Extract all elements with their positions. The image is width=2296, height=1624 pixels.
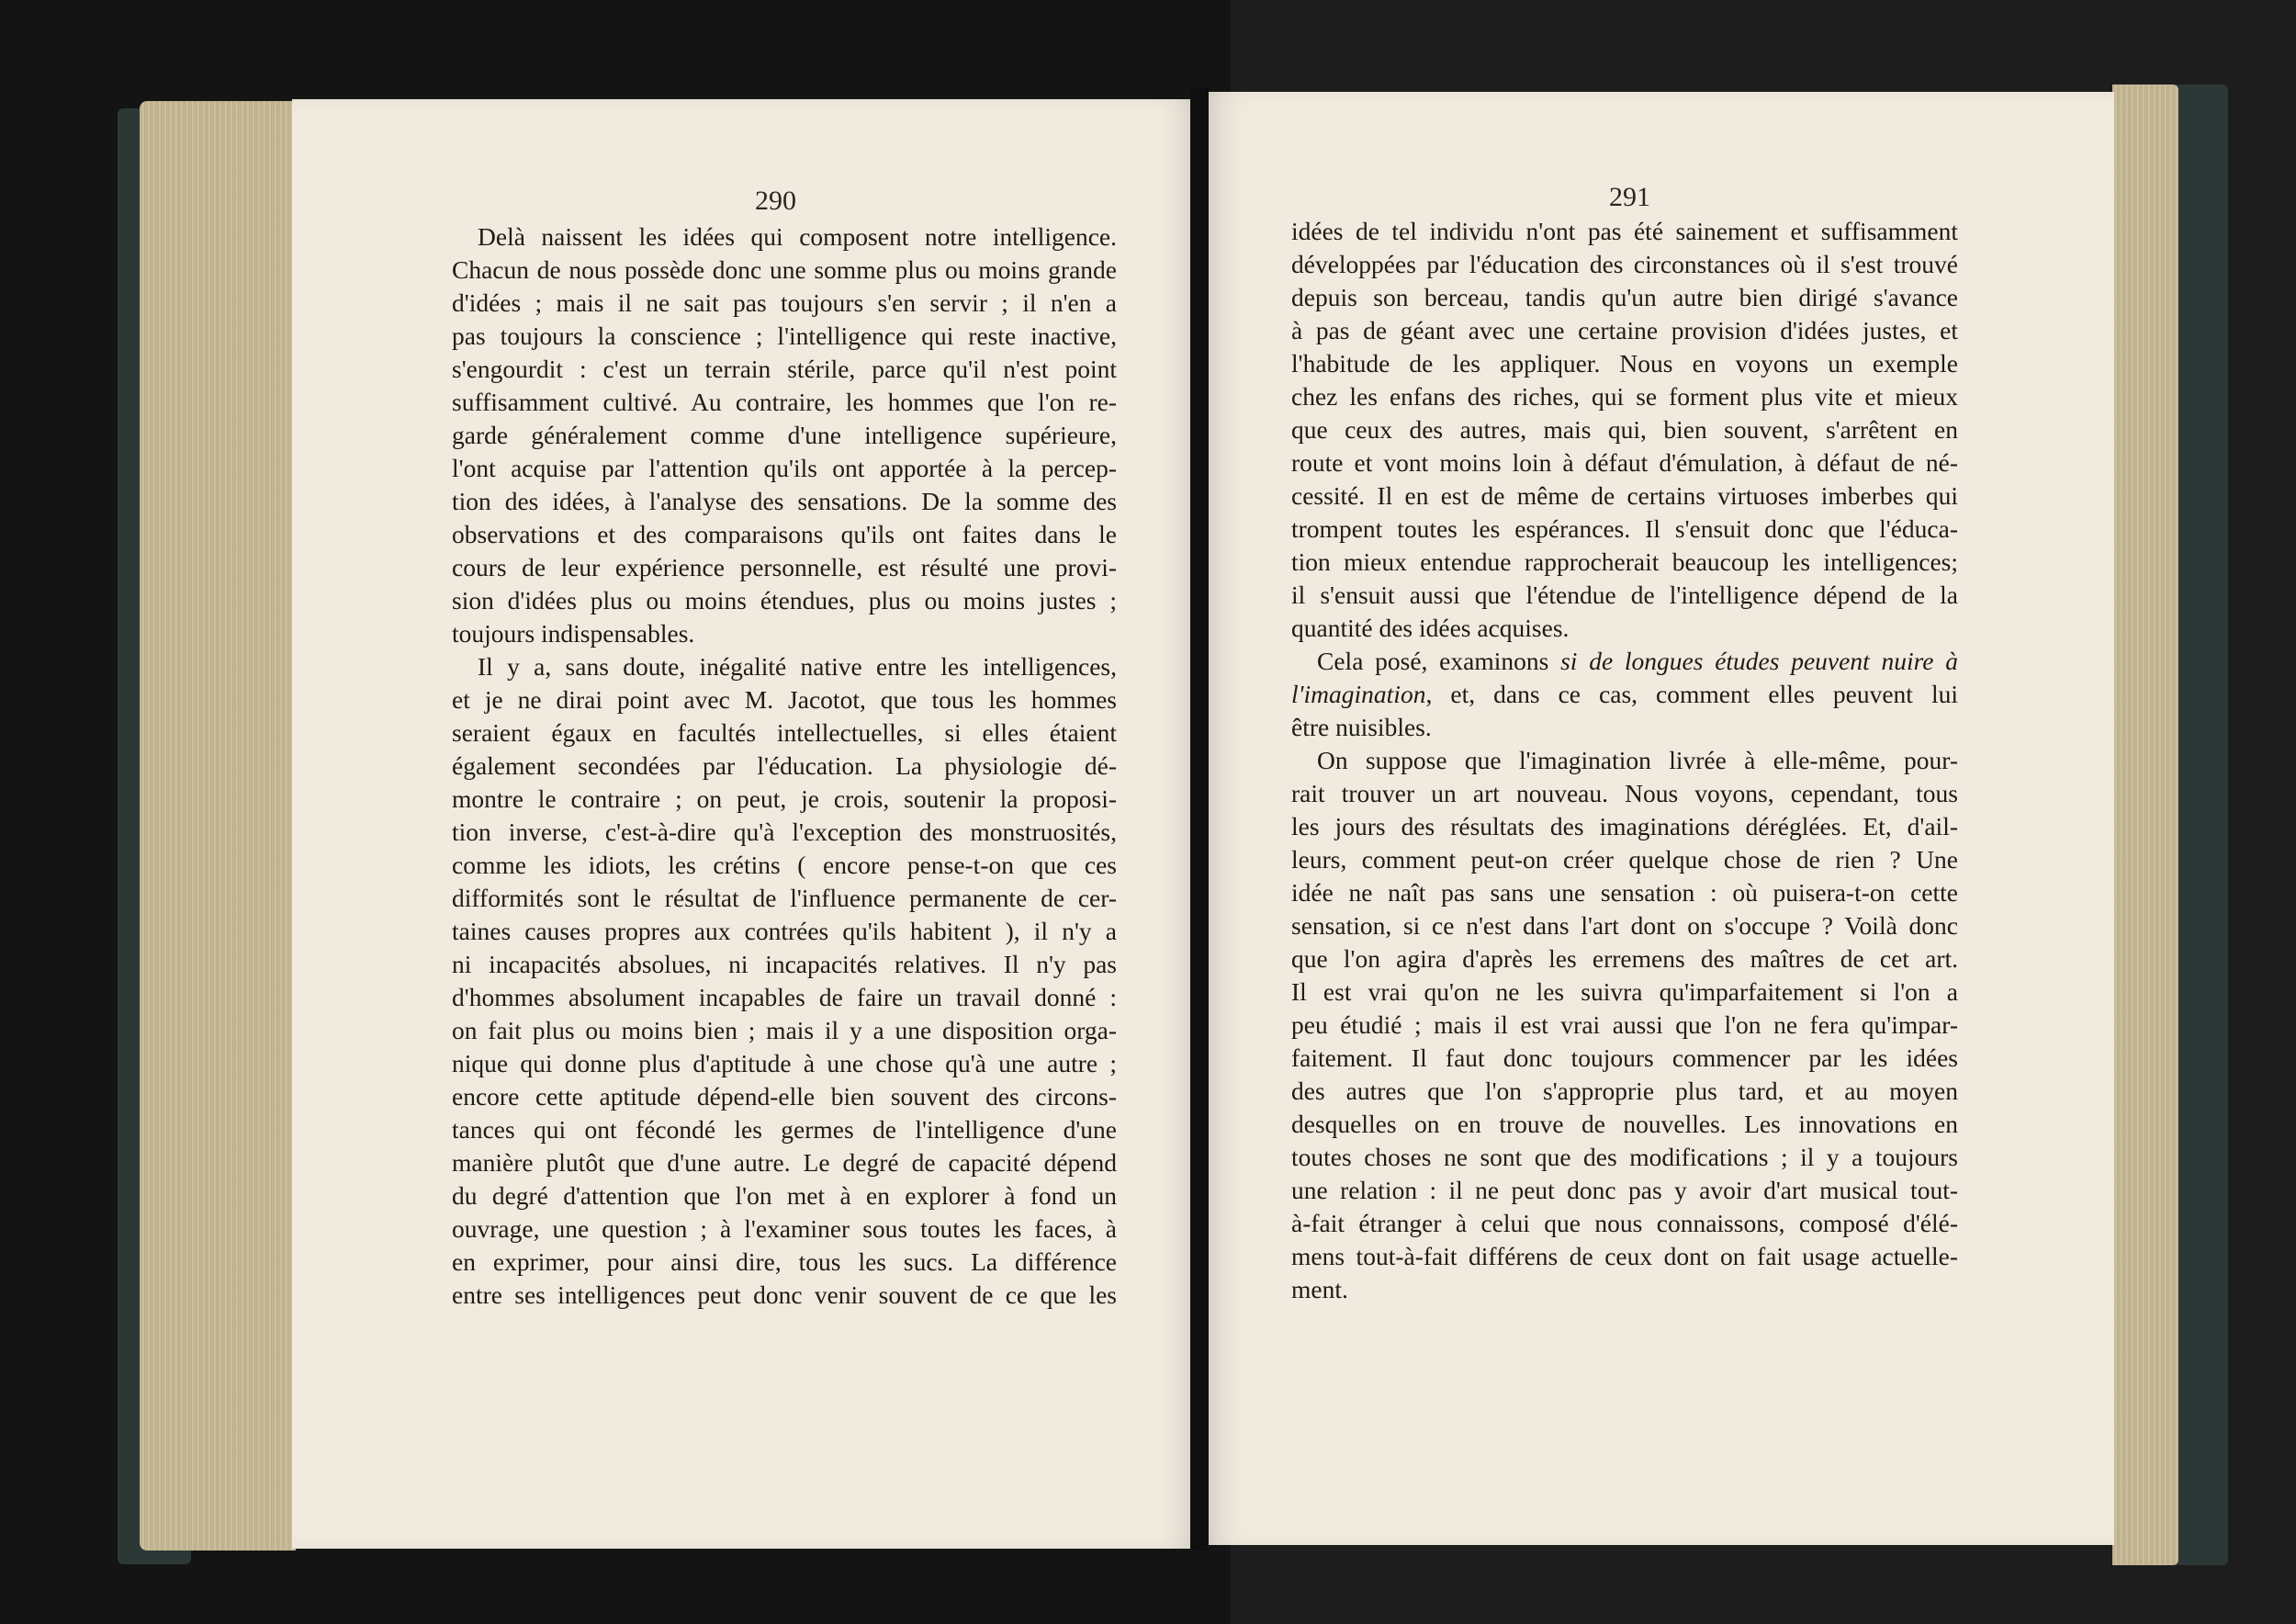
- text-fragment: , et, dans ce cas, comment elles peuvent lui: [1425, 680, 1958, 708]
- text-line: peu étudié ; mais il est vrai aussi que l'on ne fera qu'impar-: [1291, 1010, 1958, 1039]
- text-line: quantité des idées acquises.: [1291, 614, 1570, 642]
- text-line: tion mieux entendue rapprocherait beaucoup les intelligences;: [1291, 547, 1958, 576]
- left-page-text: [452, 220, 1117, 1312]
- text-line: suffisamment cultivé. Au contraire, les hommes que l'on re-: [452, 388, 1117, 416]
- text-line: depuis son berceau, tandis qu'un autre bien dirigé s'avance: [1291, 283, 1958, 311]
- text-line: en exprimer, pour ainsi dire, tous les sucs. La différence: [452, 1247, 1117, 1276]
- text-line: entre ses intelligences peut donc venir souvent de ce que les: [452, 1280, 1117, 1309]
- text-line: idée ne naît pas sans une sensation : où puisera-t-on cette: [1291, 878, 1958, 907]
- text-line: seraient égaux en facultés intellectuelles, si elles étaient: [452, 718, 1117, 747]
- text-line: les jours des résultats des imaginations déréglées. Et, d'ail-: [1291, 812, 1958, 840]
- text-line: chez les enfans des riches, qui se forment plus vite et mieux: [1291, 382, 1958, 411]
- text-line: toujours indispensables.: [452, 619, 695, 648]
- text-line: ment.: [1291, 1275, 1348, 1303]
- right-page-text: [1291, 215, 1958, 1306]
- text-line: tion inverse, c'est-à-dire qu'à l'exception des monstruosités,: [452, 818, 1117, 846]
- text-line: ni incapacités absolues, ni incapacités relatives. Il n'y pas: [452, 950, 1117, 978]
- text-line: tances qui ont fécondé les germes de l'intelligence d'une: [452, 1115, 1117, 1144]
- italic-text: si de longues études peuvent nuire à: [1560, 647, 1959, 675]
- text-line: on fait plus ou moins bien ; mais il y a une disposition orga-: [452, 1016, 1117, 1044]
- text-line: ouvrage, une question ; à l'examiner sous toutes les faces, à: [452, 1214, 1117, 1243]
- text-line: sion d'idées plus ou moins étendues, plus ou moins justes ;: [452, 586, 1117, 615]
- page-number-right: 291: [1609, 182, 1650, 212]
- text-line: être nuisibles.: [1291, 713, 1432, 741]
- text-line: leurs, comment peut-on créer quelque chose de rien ? Une: [1291, 845, 1958, 874]
- text-line: l'ont acquise par l'attention qu'ils ont apportée à la percep-: [452, 454, 1117, 482]
- text-line: mens tout-à-fait différens de ceux dont on fait usage actuelle-: [1291, 1242, 1958, 1270]
- text-line: Il est vrai qu'on ne les suivra qu'imparfaitement si l'on a: [1291, 977, 1958, 1006]
- text-line: tion des idées, à l'analyse des sensations. De la somme des: [452, 487, 1117, 515]
- text-line-mixed: [1291, 645, 1958, 678]
- text-line: route et vont moins loin à défaut d'émulation, à défaut de né-: [1291, 448, 1958, 477]
- text-line: à pas de géant avec une certaine provision d'idées justes, et: [1291, 316, 1958, 344]
- text-line: On suppose que l'imagination livrée à elle-même, pour-: [1317, 746, 1958, 774]
- text-line: du degré d'attention que l'on met à en explorer à fond un: [452, 1181, 1117, 1210]
- text-line: faitement. Il faut donc toujours commencer par les idées: [1291, 1043, 1958, 1072]
- italic-text: l'imagination: [1291, 680, 1426, 708]
- text-line: toutes choses ne sont que des modifications ; il y a toujours: [1291, 1143, 1958, 1171]
- text-line: que l'on agira d'après les erremens des maîtres de cet art.: [1291, 944, 1958, 973]
- text-line: observations et des comparaisons qu'ils ont faites dans le: [452, 520, 1117, 548]
- text-line: garde généralement comme d'une intelligence supérieure,: [452, 421, 1117, 449]
- text-line: développées par l'éducation des circonstances où il s'est trouvé: [1291, 250, 1958, 278]
- text-line: l'habitude de les appliquer. Nous en voyons un exemple: [1291, 349, 1958, 378]
- text-line: cessité. Il en est de même de certains virtuoses imberbes qui: [1291, 481, 1958, 510]
- text-line: Delà naissent les idées qui composent notre intelligence.: [478, 222, 1117, 251]
- text-line: idées de tel individu n'ont pas été sainement et suffisamment: [1291, 217, 1958, 245]
- text-line: manière plutôt que d'une autre. Le degré de capacité dépend: [452, 1148, 1117, 1177]
- text-line: à-fait étranger à celui que nous connaissons, composé d'élé-: [1291, 1209, 1958, 1237]
- text-line: trompent toutes les espérances. Il s'ensuit donc que l'éduca-: [1291, 514, 1958, 543]
- text-line: Chacun de nous possède donc une somme plus ou moins grande: [452, 255, 1117, 284]
- text-line: que ceux des autres, mais qui, bien souvent, s'arrêtent en: [1291, 415, 1958, 444]
- text-line: s'engourdit : c'est un terrain stérile, parce qu'il n'est point: [452, 355, 1117, 383]
- text-line-mixed: [1291, 678, 1958, 711]
- text-line: également secondées par l'éducation. La physiologie dé-: [452, 751, 1117, 780]
- text-line: pas toujours la conscience ; l'intelligence qui reste inactive,: [452, 321, 1117, 350]
- text-line: une relation : il ne peut donc pas y avoir d'art musical tout-: [1291, 1176, 1958, 1204]
- page-edges-right: [2112, 85, 2178, 1565]
- text-line: il s'ensuit aussi que l'étendue de l'intelligence dépend de la: [1291, 581, 1958, 609]
- text-fragment: Cela posé, examinons: [1317, 647, 1549, 675]
- text-line: d'idées ; mais il ne sait pas toujours s'en servir ; il n'en a: [452, 288, 1117, 317]
- text-line: des autres que l'on s'approprie plus tard, et au moyen: [1291, 1077, 1958, 1105]
- page-edges-left: [140, 101, 296, 1551]
- text-line: rait trouver un art nouveau. Nous voyons, cependant, tous: [1291, 779, 1958, 807]
- text-line: et je ne dirai point avec M. Jacotot, que tous les hommes: [452, 685, 1117, 714]
- text-line: desquelles on en trouve de nouvelles. Les innovations en: [1291, 1110, 1958, 1138]
- text-line: comme les idiots, les crétins ( encore pense-t-on que ces: [452, 851, 1117, 879]
- page-number-left: 290: [755, 186, 796, 216]
- text-line: cours de leur expérience personnelle, est résulté une provi-: [452, 553, 1117, 581]
- text-line: nique qui donne plus d'aptitude à une chose qu'à une autre ;: [452, 1049, 1117, 1077]
- text-line: encore cette aptitude dépend-elle bien souvent des circons-: [452, 1082, 1117, 1111]
- text-line: Il y a, sans doute, inégalité native entre les intelligences,: [478, 652, 1117, 681]
- text-line: difformités sont le résultat de l'influence permanente de cer-: [452, 884, 1117, 912]
- text-line: taines causes propres aux contrées qu'ils habitent ), il n'y a: [452, 917, 1117, 945]
- text-line: d'hommes absolument incapables de faire un travail donné :: [452, 983, 1117, 1011]
- text-line: montre le contraire ; on peut, je crois, soutenir la proposi-: [452, 784, 1117, 813]
- book-gutter: [1190, 88, 1209, 1551]
- text-line: sensation, si ce n'est dans l'art dont on s'occupe ? Voilà donc: [1291, 911, 1958, 940]
